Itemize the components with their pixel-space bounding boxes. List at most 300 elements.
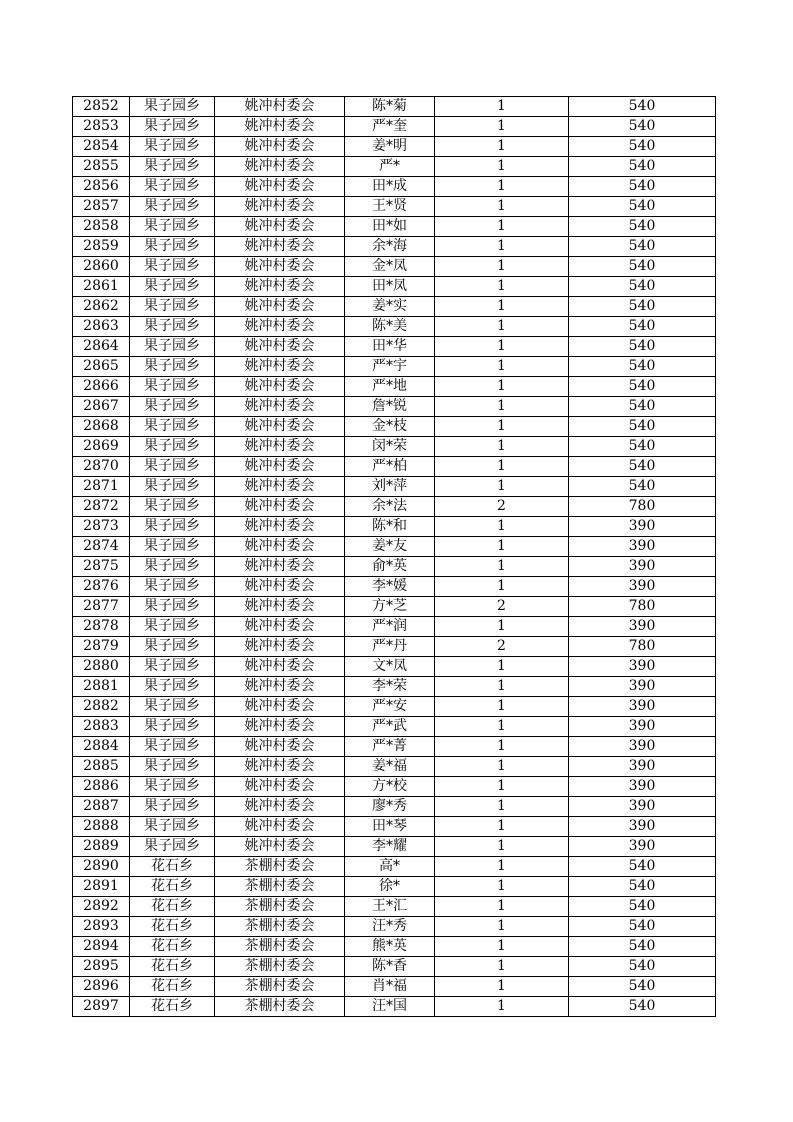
table-row (73, 317, 716, 337)
name-cell: 严*丹 (345, 637, 435, 657)
count-cell: 1 (435, 897, 569, 917)
township-cell: 果子园乡 (130, 457, 215, 477)
count-cell: 1 (435, 117, 569, 137)
name-cell: 田*如 (345, 217, 435, 237)
table-row (73, 677, 716, 697)
table-row (73, 97, 716, 117)
table-row (73, 797, 716, 817)
township-cell: 果子园乡 (130, 677, 215, 697)
table-row (73, 337, 716, 357)
row-number-cell: 2860 (73, 257, 130, 277)
village-committee-cell: 姚冲村委会 (215, 197, 345, 217)
village-committee-cell: 姚冲村委会 (215, 477, 345, 497)
village-committee-cell: 姚冲村委会 (215, 837, 345, 857)
row-number-cell: 2888 (73, 817, 130, 837)
village-committee-cell: 姚冲村委会 (215, 517, 345, 537)
village-committee-cell: 姚冲村委会 (215, 557, 345, 577)
village-committee-cell: 姚冲村委会 (215, 697, 345, 717)
table-row (73, 597, 716, 617)
name-cell: 严*柏 (345, 457, 435, 477)
name-cell: 王*贤 (345, 197, 435, 217)
amount-cell: 540 (569, 237, 716, 257)
row-number-cell: 2893 (73, 917, 130, 937)
row-number-cell: 2852 (73, 97, 130, 117)
village-committee-cell: 姚冲村委会 (215, 397, 345, 417)
name-cell: 方*校 (345, 777, 435, 797)
amount-cell: 390 (569, 577, 716, 597)
village-committee-cell: 姚冲村委会 (215, 317, 345, 337)
township-cell: 果子园乡 (130, 137, 215, 157)
name-cell: 熊*英 (345, 937, 435, 957)
amount-cell: 540 (569, 317, 716, 337)
table-row (73, 897, 716, 917)
amount-cell: 390 (569, 537, 716, 557)
township-cell: 果子园乡 (130, 97, 215, 117)
township-cell: 花石乡 (130, 877, 215, 897)
table-row (73, 757, 716, 777)
village-committee-cell: 姚冲村委会 (215, 157, 345, 177)
township-cell: 果子园乡 (130, 157, 215, 177)
township-cell: 果子园乡 (130, 757, 215, 777)
count-cell: 1 (435, 737, 569, 757)
row-number-cell: 2889 (73, 837, 130, 857)
count-cell: 1 (435, 817, 569, 837)
township-cell: 花石乡 (130, 917, 215, 937)
count-cell: 1 (435, 757, 569, 777)
table-row (73, 417, 716, 437)
count-cell: 1 (435, 577, 569, 597)
row-number-cell: 2865 (73, 357, 130, 377)
name-cell: 闵*荣 (345, 437, 435, 457)
amount-cell: 390 (569, 557, 716, 577)
table-row (73, 937, 716, 957)
village-committee-cell: 姚冲村委会 (215, 217, 345, 237)
amount-cell: 540 (569, 977, 716, 997)
amount-cell: 540 (569, 897, 716, 917)
village-committee-cell: 姚冲村委会 (215, 637, 345, 657)
table-row (73, 497, 716, 517)
township-cell: 果子园乡 (130, 497, 215, 517)
row-number-cell: 2879 (73, 637, 130, 657)
name-cell: 李*耀 (345, 837, 435, 857)
amount-cell: 390 (569, 657, 716, 677)
count-cell: 1 (435, 977, 569, 997)
row-number-cell: 2871 (73, 477, 130, 497)
table-row (73, 357, 716, 377)
count-cell: 1 (435, 777, 569, 797)
table-row (73, 697, 716, 717)
name-cell: 严*宇 (345, 357, 435, 377)
row-number-cell: 2866 (73, 377, 130, 397)
table-row (73, 637, 716, 657)
village-committee-cell: 姚冲村委会 (215, 537, 345, 557)
amount-cell: 540 (569, 197, 716, 217)
village-committee-cell: 姚冲村委会 (215, 597, 345, 617)
village-committee-cell: 姚冲村委会 (215, 97, 345, 117)
village-committee-cell: 姚冲村委会 (215, 577, 345, 597)
village-committee-cell: 姚冲村委会 (215, 657, 345, 677)
row-number-cell: 2863 (73, 317, 130, 337)
name-cell: 文*凤 (345, 657, 435, 677)
township-cell: 果子园乡 (130, 817, 215, 837)
data-table (72, 96, 716, 1017)
row-number-cell: 2877 (73, 597, 130, 617)
amount-cell: 540 (569, 417, 716, 437)
village-committee-cell: 姚冲村委会 (215, 377, 345, 397)
township-cell: 果子园乡 (130, 357, 215, 377)
township-cell: 果子园乡 (130, 397, 215, 417)
amount-cell: 780 (569, 497, 716, 517)
village-committee-cell: 姚冲村委会 (215, 797, 345, 817)
township-cell: 果子园乡 (130, 797, 215, 817)
table-row (73, 857, 716, 877)
village-committee-cell: 茶棚村委会 (215, 897, 345, 917)
row-number-cell: 2873 (73, 517, 130, 537)
village-committee-cell: 姚冲村委会 (215, 817, 345, 837)
row-number-cell: 2869 (73, 437, 130, 457)
township-cell: 果子园乡 (130, 597, 215, 617)
name-cell: 陈*和 (345, 517, 435, 537)
count-cell: 1 (435, 377, 569, 397)
name-cell: 陈*美 (345, 317, 435, 337)
row-number-cell: 2891 (73, 877, 130, 897)
table-row (73, 137, 716, 157)
row-number-cell: 2882 (73, 697, 130, 717)
row-number-cell: 2857 (73, 197, 130, 217)
name-cell: 严*奎 (345, 117, 435, 137)
row-number-cell: 2878 (73, 617, 130, 637)
village-committee-cell: 姚冲村委会 (215, 257, 345, 277)
table-row (73, 737, 716, 757)
row-number-cell: 2854 (73, 137, 130, 157)
count-cell: 2 (435, 597, 569, 617)
amount-cell: 780 (569, 637, 716, 657)
table-row (73, 437, 716, 457)
row-number-cell: 2897 (73, 997, 130, 1017)
name-cell: 严*武 (345, 717, 435, 737)
township-cell: 果子园乡 (130, 317, 215, 337)
row-number-cell: 2870 (73, 457, 130, 477)
count-cell: 1 (435, 797, 569, 817)
name-cell: 余*海 (345, 237, 435, 257)
table-row (73, 477, 716, 497)
name-cell: 金*枝 (345, 417, 435, 437)
count-cell: 1 (435, 237, 569, 257)
row-number-cell: 2895 (73, 957, 130, 977)
count-cell: 1 (435, 957, 569, 977)
table-row (73, 777, 716, 797)
township-cell: 果子园乡 (130, 237, 215, 257)
table-row (73, 177, 716, 197)
village-committee-cell: 茶棚村委会 (215, 977, 345, 997)
name-cell: 汪*国 (345, 997, 435, 1017)
village-committee-cell: 茶棚村委会 (215, 957, 345, 977)
table-row (73, 537, 716, 557)
table-row (73, 837, 716, 857)
count-cell: 1 (435, 137, 569, 157)
village-committee-cell: 姚冲村委会 (215, 277, 345, 297)
amount-cell: 540 (569, 117, 716, 137)
row-number-cell: 2876 (73, 577, 130, 597)
name-cell: 高* (345, 857, 435, 877)
count-cell: 1 (435, 837, 569, 857)
village-committee-cell: 茶棚村委会 (215, 997, 345, 1017)
township-cell: 果子园乡 (130, 697, 215, 717)
name-cell: 余*法 (345, 497, 435, 517)
village-committee-cell: 姚冲村委会 (215, 357, 345, 377)
amount-cell: 540 (569, 877, 716, 897)
row-number-cell: 2874 (73, 537, 130, 557)
row-number-cell: 2880 (73, 657, 130, 677)
row-number-cell: 2856 (73, 177, 130, 197)
row-number-cell: 2896 (73, 977, 130, 997)
amount-cell: 390 (569, 817, 716, 837)
amount-cell: 540 (569, 997, 716, 1017)
amount-cell: 540 (569, 917, 716, 937)
name-cell: 田*凤 (345, 277, 435, 297)
row-number-cell: 2881 (73, 677, 130, 697)
amount-cell: 390 (569, 677, 716, 697)
township-cell: 果子园乡 (130, 437, 215, 457)
village-committee-cell: 茶棚村委会 (215, 917, 345, 937)
table-row (73, 577, 716, 597)
name-cell: 王*汇 (345, 897, 435, 917)
township-cell: 果子园乡 (130, 277, 215, 297)
name-cell: 严*安 (345, 697, 435, 717)
township-cell: 果子园乡 (130, 177, 215, 197)
amount-cell: 540 (569, 957, 716, 977)
township-cell: 果子园乡 (130, 837, 215, 857)
row-number-cell: 2861 (73, 277, 130, 297)
table-body (73, 97, 716, 1017)
amount-cell: 540 (569, 397, 716, 417)
count-cell: 2 (435, 497, 569, 517)
row-number-cell: 2894 (73, 937, 130, 957)
count-cell: 1 (435, 457, 569, 477)
count-cell: 1 (435, 397, 569, 417)
count-cell: 1 (435, 437, 569, 457)
row-number-cell: 2855 (73, 157, 130, 177)
amount-cell: 540 (569, 277, 716, 297)
count-cell: 1 (435, 477, 569, 497)
amount-cell: 540 (569, 217, 716, 237)
table-row (73, 117, 716, 137)
village-committee-cell: 姚冲村委会 (215, 757, 345, 777)
table-row (73, 277, 716, 297)
count-cell: 1 (435, 877, 569, 897)
village-committee-cell: 姚冲村委会 (215, 457, 345, 477)
count-cell: 1 (435, 337, 569, 357)
row-number-cell: 2872 (73, 497, 130, 517)
amount-cell: 540 (569, 297, 716, 317)
amount-cell: 390 (569, 797, 716, 817)
township-cell: 花石乡 (130, 977, 215, 997)
count-cell: 1 (435, 617, 569, 637)
village-committee-cell: 姚冲村委会 (215, 617, 345, 637)
township-cell: 果子园乡 (130, 577, 215, 597)
name-cell: 李*荣 (345, 677, 435, 697)
amount-cell: 540 (569, 477, 716, 497)
count-cell: 1 (435, 317, 569, 337)
table-row (73, 817, 716, 837)
village-committee-cell: 姚冲村委会 (215, 677, 345, 697)
name-cell: 田*成 (345, 177, 435, 197)
township-cell: 果子园乡 (130, 737, 215, 757)
count-cell: 2 (435, 637, 569, 657)
count-cell: 1 (435, 217, 569, 237)
name-cell: 刘*萍 (345, 477, 435, 497)
count-cell: 1 (435, 857, 569, 877)
table-row (73, 297, 716, 317)
name-cell: 姜*明 (345, 137, 435, 157)
amount-cell: 540 (569, 937, 716, 957)
township-cell: 果子园乡 (130, 657, 215, 677)
count-cell: 1 (435, 717, 569, 737)
township-cell: 果子园乡 (130, 557, 215, 577)
amount-cell: 540 (569, 377, 716, 397)
row-number-cell: 2886 (73, 777, 130, 797)
village-committee-cell: 姚冲村委会 (215, 437, 345, 457)
amount-cell: 540 (569, 97, 716, 117)
count-cell: 1 (435, 937, 569, 957)
name-cell: 廖*秀 (345, 797, 435, 817)
row-number-cell: 2862 (73, 297, 130, 317)
table-row (73, 197, 716, 217)
table-row (73, 957, 716, 977)
village-committee-cell: 姚冲村委会 (215, 777, 345, 797)
row-number-cell: 2853 (73, 117, 130, 137)
amount-cell: 540 (569, 157, 716, 177)
township-cell: 花石乡 (130, 937, 215, 957)
village-committee-cell: 茶棚村委会 (215, 877, 345, 897)
village-committee-cell: 茶棚村委会 (215, 857, 345, 877)
name-cell: 詹*锐 (345, 397, 435, 417)
amount-cell: 540 (569, 437, 716, 457)
township-cell: 果子园乡 (130, 617, 215, 637)
count-cell: 1 (435, 917, 569, 937)
township-cell: 花石乡 (130, 897, 215, 917)
count-cell: 1 (435, 697, 569, 717)
count-cell: 1 (435, 517, 569, 537)
name-cell: 陈*菊 (345, 97, 435, 117)
township-cell: 果子园乡 (130, 337, 215, 357)
name-cell: 肖*福 (345, 977, 435, 997)
row-number-cell: 2867 (73, 397, 130, 417)
township-cell: 果子园乡 (130, 417, 215, 437)
village-committee-cell: 姚冲村委会 (215, 497, 345, 517)
township-cell: 果子园乡 (130, 377, 215, 397)
name-cell: 陈*香 (345, 957, 435, 977)
count-cell: 1 (435, 657, 569, 677)
row-number-cell: 2858 (73, 217, 130, 237)
table-row (73, 877, 716, 897)
name-cell: 李*媛 (345, 577, 435, 597)
township-cell: 果子园乡 (130, 117, 215, 137)
count-cell: 1 (435, 277, 569, 297)
amount-cell: 540 (569, 357, 716, 377)
name-cell: 方*芝 (345, 597, 435, 617)
amount-cell: 390 (569, 517, 716, 537)
name-cell: 姜*实 (345, 297, 435, 317)
amount-cell: 390 (569, 777, 716, 797)
township-cell: 果子园乡 (130, 777, 215, 797)
count-cell: 1 (435, 997, 569, 1017)
row-number-cell: 2875 (73, 557, 130, 577)
name-cell: 俞*英 (345, 557, 435, 577)
name-cell: 严*润 (345, 617, 435, 637)
count-cell: 1 (435, 677, 569, 697)
count-cell: 1 (435, 357, 569, 377)
township-cell: 花石乡 (130, 857, 215, 877)
village-committee-cell: 姚冲村委会 (215, 177, 345, 197)
count-cell: 1 (435, 257, 569, 277)
amount-cell: 540 (569, 857, 716, 877)
township-cell: 果子园乡 (130, 217, 215, 237)
table-row (73, 997, 716, 1017)
name-cell: 田*华 (345, 337, 435, 357)
amount-cell: 540 (569, 257, 716, 277)
township-cell: 果子园乡 (130, 477, 215, 497)
table-row (73, 917, 716, 937)
row-number-cell: 2887 (73, 797, 130, 817)
table-row (73, 517, 716, 537)
village-committee-cell: 姚冲村委会 (215, 137, 345, 157)
table-row (73, 977, 716, 997)
name-cell: 汪*秀 (345, 917, 435, 937)
township-cell: 花石乡 (130, 957, 215, 977)
name-cell: 姜*友 (345, 537, 435, 557)
row-number-cell: 2883 (73, 717, 130, 737)
name-cell: 徐* (345, 877, 435, 897)
amount-cell: 540 (569, 137, 716, 157)
row-number-cell: 2890 (73, 857, 130, 877)
village-committee-cell: 姚冲村委会 (215, 297, 345, 317)
table-row (73, 237, 716, 257)
count-cell: 1 (435, 177, 569, 197)
township-cell: 果子园乡 (130, 257, 215, 277)
table-row (73, 397, 716, 417)
amount-cell: 780 (569, 597, 716, 617)
township-cell: 果子园乡 (130, 537, 215, 557)
table-row (73, 377, 716, 397)
township-cell: 果子园乡 (130, 297, 215, 317)
row-number-cell: 2864 (73, 337, 130, 357)
table-row (73, 257, 716, 277)
count-cell: 1 (435, 297, 569, 317)
table-row (73, 457, 716, 477)
township-cell: 果子园乡 (130, 637, 215, 657)
amount-cell: 540 (569, 177, 716, 197)
name-cell: 金*凤 (345, 257, 435, 277)
village-committee-cell: 姚冲村委会 (215, 237, 345, 257)
name-cell: 严*菁 (345, 737, 435, 757)
table-row (73, 717, 716, 737)
township-cell: 花石乡 (130, 997, 215, 1017)
name-cell: 姜*福 (345, 757, 435, 777)
village-committee-cell: 姚冲村委会 (215, 717, 345, 737)
row-number-cell: 2859 (73, 237, 130, 257)
count-cell: 1 (435, 537, 569, 557)
village-committee-cell: 姚冲村委会 (215, 337, 345, 357)
amount-cell: 390 (569, 617, 716, 637)
village-committee-cell: 姚冲村委会 (215, 737, 345, 757)
count-cell: 1 (435, 97, 569, 117)
name-cell: 田*琴 (345, 817, 435, 837)
row-number-cell: 2885 (73, 757, 130, 777)
amount-cell: 390 (569, 717, 716, 737)
amount-cell: 390 (569, 737, 716, 757)
amount-cell: 390 (569, 757, 716, 777)
